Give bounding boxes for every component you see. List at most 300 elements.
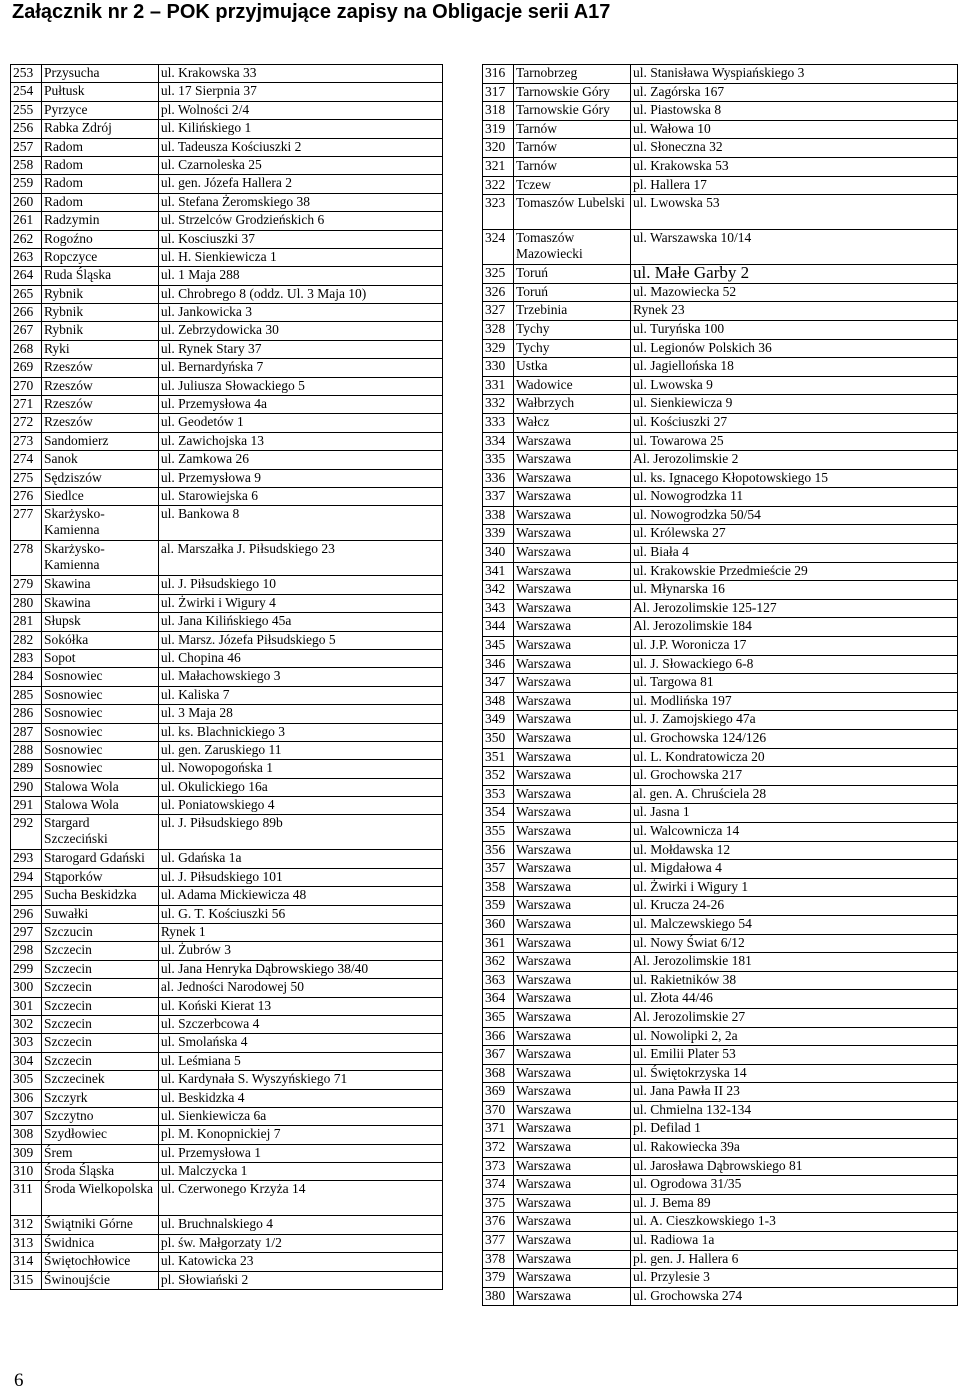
city-cell: Warszawa: [514, 655, 631, 674]
address-cell: ul. Szczerbcowa 4: [158, 1015, 442, 1033]
address-cell: ul. Starowiejska 6: [158, 487, 442, 505]
address-cell: pl. Defilad 1: [631, 1120, 958, 1139]
row-number: 293: [11, 850, 42, 868]
city-cell: Sędziszów: [41, 469, 158, 487]
address-cell: ul. J.P. Woronicza 17: [631, 637, 958, 656]
row-number: 340: [483, 544, 514, 563]
city-cell: Warszawa: [514, 748, 631, 767]
row-number: 319: [483, 120, 514, 139]
row-number: 294: [11, 868, 42, 886]
city-cell: Warszawa: [514, 860, 631, 879]
table-row: [483, 230, 958, 265]
row-number: 303: [11, 1034, 42, 1052]
address-cell: ul. Małachowskiego 3: [158, 668, 442, 686]
table-row: [483, 822, 958, 841]
row-number: 304: [11, 1052, 42, 1070]
city-cell: Szczecin: [41, 942, 158, 960]
table-row: [483, 841, 958, 860]
row-number: 254: [11, 83, 42, 101]
table-row: [483, 618, 958, 637]
row-number: 266: [11, 304, 42, 322]
row-number: 322: [483, 176, 514, 195]
city-cell: Warszawa: [514, 1064, 631, 1083]
address-cell: ul. Bankowa 8: [158, 506, 442, 541]
city-cell: Pułtusk: [41, 83, 158, 101]
table-row: [11, 83, 443, 101]
table-row: [11, 1034, 443, 1052]
table-row: [11, 541, 443, 576]
row-number: 280: [11, 594, 42, 612]
address-cell: ul. Przemysłowa 1: [158, 1144, 442, 1162]
city-cell: Warszawa: [514, 1101, 631, 1120]
address-cell: al. gen. A. Chruściela 28: [631, 785, 958, 804]
row-number: 372: [483, 1139, 514, 1158]
address-cell: pl. gen. J. Hallera 6: [631, 1250, 958, 1269]
table-row: [483, 655, 958, 674]
city-cell: Warszawa: [514, 506, 631, 525]
row-number: 332: [483, 395, 514, 414]
address-cell: ul. Beskidzka 4: [158, 1089, 442, 1107]
row-number: 349: [483, 711, 514, 730]
city-cell: Warszawa: [514, 674, 631, 693]
table-row: [11, 248, 443, 266]
table-row: [11, 705, 443, 723]
city-cell: Warszawa: [514, 1046, 631, 1065]
city-cell: Skarżysko-Kamienna: [41, 541, 158, 576]
row-number: 361: [483, 934, 514, 953]
address-cell: ul. Nowy Świat 6/12: [631, 934, 958, 953]
city-cell: Szydłowiec: [41, 1126, 158, 1144]
table-row: [11, 1126, 443, 1144]
city-cell: Pyrzyce: [41, 101, 158, 119]
table-row: [483, 1269, 958, 1288]
row-number: 295: [11, 887, 42, 905]
address-cell: ul. Modlińska 197: [631, 692, 958, 711]
city-cell: Słupsk: [41, 613, 158, 631]
row-number: 335: [483, 451, 514, 470]
table-row: [11, 1181, 443, 1216]
row-number: 367: [483, 1046, 514, 1065]
left-branch-table-body: [11, 65, 443, 1290]
table-row: [11, 1089, 443, 1107]
city-cell: Stalowa Wola: [41, 797, 158, 815]
city-cell: Tczew: [514, 176, 631, 195]
city-cell: Stąporków: [41, 868, 158, 886]
table-row: [483, 692, 958, 711]
address-cell: ul. Kilińskiego 1: [158, 120, 442, 138]
row-number: 364: [483, 990, 514, 1009]
table-row: [483, 1027, 958, 1046]
city-cell: Ropczyce: [41, 248, 158, 266]
table-row: [11, 686, 443, 704]
address-cell: Al. Jerozolimskie 2: [631, 451, 958, 470]
city-cell: Tarnowskie Góry: [514, 83, 631, 102]
row-number: 373: [483, 1157, 514, 1176]
city-cell: Sanok: [41, 451, 158, 469]
table-row: [11, 960, 443, 978]
row-number: 330: [483, 358, 514, 377]
row-number: 351: [483, 748, 514, 767]
address-cell: ul. Zebrzydowicka 30: [158, 322, 442, 340]
address-cell: ul. Tadeusza Kościuszki 2: [158, 138, 442, 156]
address-cell: ul. Królewska 27: [631, 525, 958, 544]
table-row: [11, 377, 443, 395]
city-cell: Ryki: [41, 340, 158, 358]
table-row: [11, 359, 443, 377]
city-cell: Sucha Beskidzka: [41, 887, 158, 905]
address-cell: ul. Geodetów 1: [158, 414, 442, 432]
city-cell: Świętochłowice: [41, 1253, 158, 1271]
row-number: 360: [483, 915, 514, 934]
address-cell: ul. Czerwonego Krzyża 14: [158, 1181, 442, 1216]
city-cell: Wałbrzych: [514, 395, 631, 414]
city-cell: Rybnik: [41, 285, 158, 303]
row-number: 323: [483, 195, 514, 230]
city-cell: Rzeszów: [41, 377, 158, 395]
city-cell: Warszawa: [514, 1027, 631, 1046]
table-row: [483, 897, 958, 916]
address-cell: ul. J. Piłsudskiego 10: [158, 576, 442, 594]
city-cell: Tychy: [514, 339, 631, 358]
city-cell: Toruń: [514, 265, 631, 284]
row-number: 327: [483, 302, 514, 321]
row-number: 347: [483, 674, 514, 693]
city-cell: Radom: [41, 175, 158, 193]
table-row: [11, 396, 443, 414]
row-number: 312: [11, 1216, 42, 1234]
row-number: 265: [11, 285, 42, 303]
address-cell: ul. Jarosława Dąbrowskiego 81: [631, 1157, 958, 1176]
address-cell: ul. Piastowska 8: [631, 102, 958, 121]
row-number: 299: [11, 960, 42, 978]
row-number: 365: [483, 1008, 514, 1027]
row-number: 276: [11, 487, 42, 505]
table-row: [11, 850, 443, 868]
city-cell: Warszawa: [514, 469, 631, 488]
table-row: [11, 212, 443, 230]
city-cell: Warszawa: [514, 1269, 631, 1288]
city-cell: Warszawa: [514, 1157, 631, 1176]
city-cell: Rabka Zdrój: [41, 120, 158, 138]
address-cell: ul. Małe Garby 2: [631, 265, 958, 284]
city-cell: Warszawa: [514, 841, 631, 860]
table-row: [11, 156, 443, 174]
table-row: [11, 1271, 443, 1289]
address-cell: ul. Malczewskiego 54: [631, 915, 958, 934]
table-row: [11, 668, 443, 686]
table-row: [483, 934, 958, 953]
city-cell: Szczecin: [41, 1015, 158, 1033]
table-row: [11, 1052, 443, 1070]
table-row: [11, 340, 443, 358]
city-cell: Radzymin: [41, 212, 158, 230]
row-number: 279: [11, 576, 42, 594]
row-number: 316: [483, 65, 514, 84]
row-number: 270: [11, 377, 42, 395]
row-number: 301: [11, 997, 42, 1015]
table-row: [483, 1008, 958, 1027]
address-cell: ul. gen. Zaruskiego 11: [158, 741, 442, 759]
row-number: 262: [11, 230, 42, 248]
address-cell: pl. Wolności 2/4: [158, 101, 442, 119]
city-cell: Skawina: [41, 576, 158, 594]
row-number: 368: [483, 1064, 514, 1083]
address-cell: ul. Słoneczna 32: [631, 139, 958, 158]
row-number: 328: [483, 320, 514, 339]
row-number: 310: [11, 1163, 42, 1181]
row-number: 359: [483, 897, 514, 916]
address-cell: ul. Migdałowa 4: [631, 860, 958, 879]
table-row: [483, 65, 958, 84]
table-row: [11, 887, 443, 905]
address-cell: pl. Hallera 17: [631, 176, 958, 195]
row-number: 338: [483, 506, 514, 525]
page-number: 6: [14, 1370, 24, 1391]
city-cell: Warszawa: [514, 581, 631, 600]
row-number: 355: [483, 822, 514, 841]
address-cell: ul. Turyńska 100: [631, 320, 958, 339]
address-cell: ul. Nowogrodzka 11: [631, 488, 958, 507]
table-row: [11, 997, 443, 1015]
city-cell: Warszawa: [514, 432, 631, 451]
address-cell: ul. Lwowska 53: [631, 195, 958, 230]
row-number: 333: [483, 413, 514, 432]
city-cell: Toruń: [514, 283, 631, 302]
table-row: [483, 451, 958, 470]
row-number: 257: [11, 138, 42, 156]
table-row: [11, 175, 443, 193]
row-number: 339: [483, 525, 514, 544]
table-row: [483, 102, 958, 121]
table-row: [483, 488, 958, 507]
row-number: 336: [483, 469, 514, 488]
city-cell: Szczucin: [41, 924, 158, 942]
address-cell: ul. Biała 4: [631, 544, 958, 563]
row-number: 298: [11, 942, 42, 960]
row-number: 260: [11, 193, 42, 211]
city-cell: Warszawa: [514, 1194, 631, 1213]
table-row: [483, 711, 958, 730]
row-number: 376: [483, 1213, 514, 1232]
address-cell: ul. Przemysłowa 9: [158, 469, 442, 487]
address-cell: pl. M. Konopnickiej 7: [158, 1126, 442, 1144]
address-cell: ul. Rakietników 38: [631, 971, 958, 990]
table-row: [483, 139, 958, 158]
table-row: [11, 101, 443, 119]
city-cell: Tomaszów Lubelski: [514, 195, 631, 230]
address-cell: ul. Grochowska 217: [631, 767, 958, 786]
table-row: [11, 1216, 443, 1234]
table-row: [483, 860, 958, 879]
city-cell: Warszawa: [514, 525, 631, 544]
city-cell: Radom: [41, 156, 158, 174]
table-row: [483, 637, 958, 656]
address-cell: ul. Bernardyńska 7: [158, 359, 442, 377]
table-row: [11, 868, 443, 886]
address-cell: ul. Złota 44/46: [631, 990, 958, 1009]
address-cell: ul. ks. Blachnickiego 3: [158, 723, 442, 741]
table-row: [11, 469, 443, 487]
row-number: 320: [483, 139, 514, 158]
city-cell: Warszawa: [514, 1139, 631, 1158]
address-cell: ul. Jagiellońska 18: [631, 358, 958, 377]
address-cell: ul. Mołdawska 12: [631, 841, 958, 860]
city-cell: Szczecin: [41, 997, 158, 1015]
row-number: 277: [11, 506, 42, 541]
table-row: [483, 953, 958, 972]
table-row: [11, 723, 443, 741]
row-number: 315: [11, 1271, 42, 1289]
city-cell: Suwałki: [41, 905, 158, 923]
row-number: 371: [483, 1120, 514, 1139]
city-cell: Warszawa: [514, 1213, 631, 1232]
city-cell: Śrem: [41, 1144, 158, 1162]
table-row: [11, 1107, 443, 1125]
table-row: [483, 674, 958, 693]
city-cell: Warszawa: [514, 1120, 631, 1139]
address-cell: ul. Marsz. Józefa Piłsudskiego 5: [158, 631, 442, 649]
city-cell: Wałcz: [514, 413, 631, 432]
city-cell: Tychy: [514, 320, 631, 339]
row-number: 325: [483, 265, 514, 284]
table-row: [483, 1287, 958, 1306]
address-cell: pl. Słowiański 2: [158, 1271, 442, 1289]
left-branch-table: [10, 64, 443, 1290]
city-cell: Warszawa: [514, 822, 631, 841]
address-cell: al. Jedności Narodowej 50: [158, 979, 442, 997]
row-number: 341: [483, 562, 514, 581]
city-cell: Świdnica: [41, 1234, 158, 1252]
city-cell: Szczecin: [41, 979, 158, 997]
city-cell: Sosnowiec: [41, 705, 158, 723]
city-cell: Warszawa: [514, 488, 631, 507]
row-number: 287: [11, 723, 42, 741]
table-row: [483, 339, 958, 358]
city-cell: Warszawa: [514, 730, 631, 749]
city-cell: Warszawa: [514, 878, 631, 897]
table-row: [483, 971, 958, 990]
table-row: [11, 120, 443, 138]
row-number: 289: [11, 760, 42, 778]
city-cell: Stalowa Wola: [41, 778, 158, 796]
address-cell: ul. Wałowa 10: [631, 120, 958, 139]
row-number: 362: [483, 953, 514, 972]
address-cell: ul. Nowogrodzka 50/54: [631, 506, 958, 525]
table-row: [11, 631, 443, 649]
table-row: [483, 1139, 958, 1158]
row-number: 357: [483, 860, 514, 879]
address-cell: ul. Zagórska 167: [631, 83, 958, 102]
city-cell: Tomaszów Mazowiecki: [514, 230, 631, 265]
city-cell: Środa Śląska: [41, 1163, 158, 1181]
address-cell: ul. Adama Mickiewicza 48: [158, 887, 442, 905]
row-number: 329: [483, 339, 514, 358]
table-row: [483, 1176, 958, 1195]
city-cell: Warszawa: [514, 971, 631, 990]
city-cell: Tarnowskie Góry: [514, 102, 631, 121]
city-cell: Trzebinia: [514, 302, 631, 321]
city-cell: Sosnowiec: [41, 686, 158, 704]
address-cell: ul. Sienkiewicza 6a: [158, 1107, 442, 1125]
address-cell: ul. Krakowska 33: [158, 65, 442, 83]
address-cell: ul. Lwowska 9: [631, 376, 958, 395]
row-number: 377: [483, 1232, 514, 1251]
row-number: 291: [11, 797, 42, 815]
table-row: [483, 525, 958, 544]
address-cell: ul. Przylesie 3: [631, 1269, 958, 1288]
city-cell: Warszawa: [514, 618, 631, 637]
table-row: [11, 797, 443, 815]
page-title: Załącznik nr 2 – POK przyjmujące zapisy na Obligacje serii A17: [12, 1, 611, 23]
address-cell: ul. Kościuszki 27: [631, 413, 958, 432]
row-number: 296: [11, 905, 42, 923]
address-cell: ul. Jana Henryka Dąbrowskiego 38/40: [158, 960, 442, 978]
city-cell: Radom: [41, 193, 158, 211]
right-branch-table: [482, 64, 958, 1306]
city-cell: Szczytno: [41, 1107, 158, 1125]
address-cell: ul. Ogrodowa 31/35: [631, 1176, 958, 1195]
address-cell: ul. Chrobrego 8 (oddz. Ul. 3 Maja 10): [158, 285, 442, 303]
table-row: [11, 979, 443, 997]
city-cell: Tarnów: [514, 139, 631, 158]
table-row: [11, 924, 443, 942]
row-number: 321: [483, 157, 514, 176]
row-number: 306: [11, 1089, 42, 1107]
row-number: 284: [11, 668, 42, 686]
city-cell: Warszawa: [514, 1250, 631, 1269]
right-branch-table-body: [483, 65, 958, 1306]
address-cell: ul. Świętokrzyska 14: [631, 1064, 958, 1083]
table-row: [11, 285, 443, 303]
address-cell: ul. 3 Maja 28: [158, 705, 442, 723]
city-cell: Warszawa: [514, 1176, 631, 1195]
address-cell: ul. Krakowska 53: [631, 157, 958, 176]
city-cell: Ustka: [514, 358, 631, 377]
row-number: 345: [483, 637, 514, 656]
city-cell: Warszawa: [514, 711, 631, 730]
row-number: 379: [483, 1269, 514, 1288]
address-cell: ul. Radiowa 1a: [631, 1232, 958, 1251]
city-cell: Wadowice: [514, 376, 631, 395]
city-cell: Warszawa: [514, 785, 631, 804]
table-row: [11, 138, 443, 156]
address-cell: ul. Żwirki i Wigury 4: [158, 594, 442, 612]
address-cell: ul. L. Kondratowicza 20: [631, 748, 958, 767]
table-row: [11, 1163, 443, 1181]
row-number: 269: [11, 359, 42, 377]
table-row: [483, 1046, 958, 1065]
city-cell: Rogoźno: [41, 230, 158, 248]
row-number: 308: [11, 1126, 42, 1144]
table-row: [483, 1157, 958, 1176]
address-cell: ul. Jankowicka 3: [158, 304, 442, 322]
address-cell: ul. J. Bema 89: [631, 1194, 958, 1213]
table-row: [483, 1250, 958, 1269]
address-cell: ul. Chopina 46: [158, 649, 442, 667]
city-cell: Rzeszów: [41, 396, 158, 414]
city-cell: Warszawa: [514, 953, 631, 972]
address-cell: ul. Walcownicza 14: [631, 822, 958, 841]
table-row: [11, 230, 443, 248]
row-number: 268: [11, 340, 42, 358]
row-number: 318: [483, 102, 514, 121]
address-cell: ul. Strzelców Grodzieńskich 6: [158, 212, 442, 230]
address-cell: ul. J. Słowackiego 6-8: [631, 655, 958, 674]
city-cell: Tarnobrzeg: [514, 65, 631, 84]
table-row: [483, 1083, 958, 1102]
table-row: [11, 649, 443, 667]
city-cell: Tarnów: [514, 157, 631, 176]
